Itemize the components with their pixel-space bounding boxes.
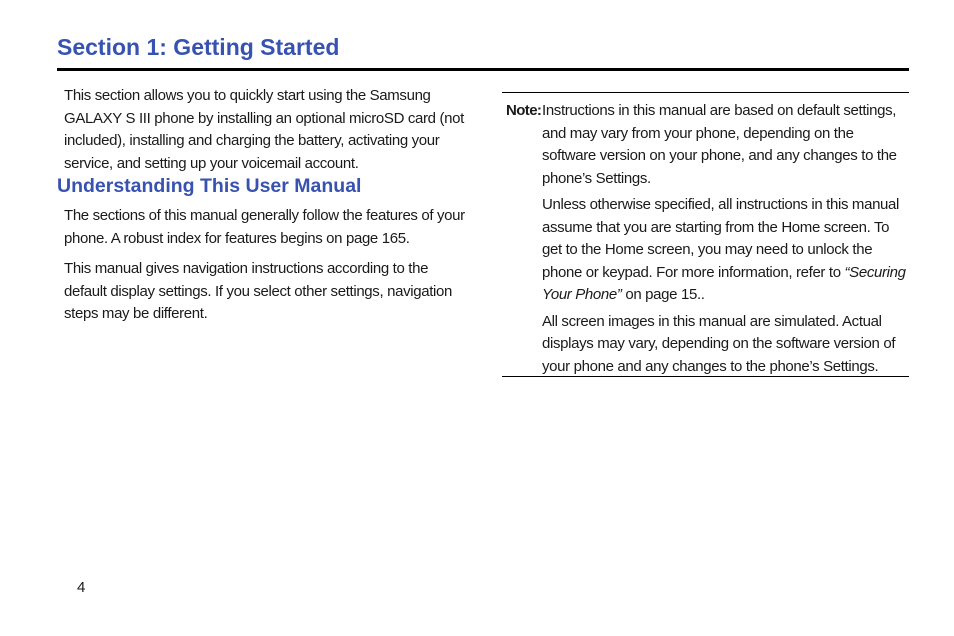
note-paragraph-2-text: Unless otherwise specified, all instructions in this manual assume that you are starting from the Home screen. To get to the Home screen, you may need to unlock the phone or keypad. For more information, refer to: [542, 196, 900, 281]
note-content: [542, 100, 910, 382]
note-paragraph-2-end: on page 15..: [621, 286, 705, 303]
intro-paragraph: This section allows you to quickly start using the Samsung GALAXY S III phone by installing an optional microSD card (not included), installing and charging the battery, activating your service, and setting up your voicemail account.: [64, 87, 464, 172]
note-paragraph-2: [542, 194, 910, 307]
securing-your-phone-link[interactable]: “Securing Your Phone”: [542, 263, 906, 303]
understanding-heading: Understanding This User Manual: [57, 175, 362, 197]
note-paragraph-1: Instructions in this manual are based on default settings, and may vary from your phone, depending on the software version on your phone, and any changes to the phone’s Settings.: [542, 102, 897, 187]
section-title: Section 1: Getting Started: [57, 34, 340, 60]
understanding-paragraph-2: This manual gives navigation instructions according to the default display settings. If you select other settings, navigation steps may be different.: [64, 260, 452, 322]
note-box: [502, 92, 909, 377]
note-label: Note:: [506, 102, 542, 119]
understanding-block: [64, 205, 472, 334]
page-number: 4: [77, 579, 86, 596]
intro-block: [64, 85, 472, 183]
understanding-paragraph-1: The sections of this manual generally follow the features of your phone. A robust index for features begins on page 165.: [64, 207, 465, 247]
title-rule: [57, 68, 909, 71]
note-paragraph-3: All screen images in this manual are simulated. Actual displays may vary, depending on the software version of your phone and any changes to the phone’s Settings.: [542, 312, 896, 375]
